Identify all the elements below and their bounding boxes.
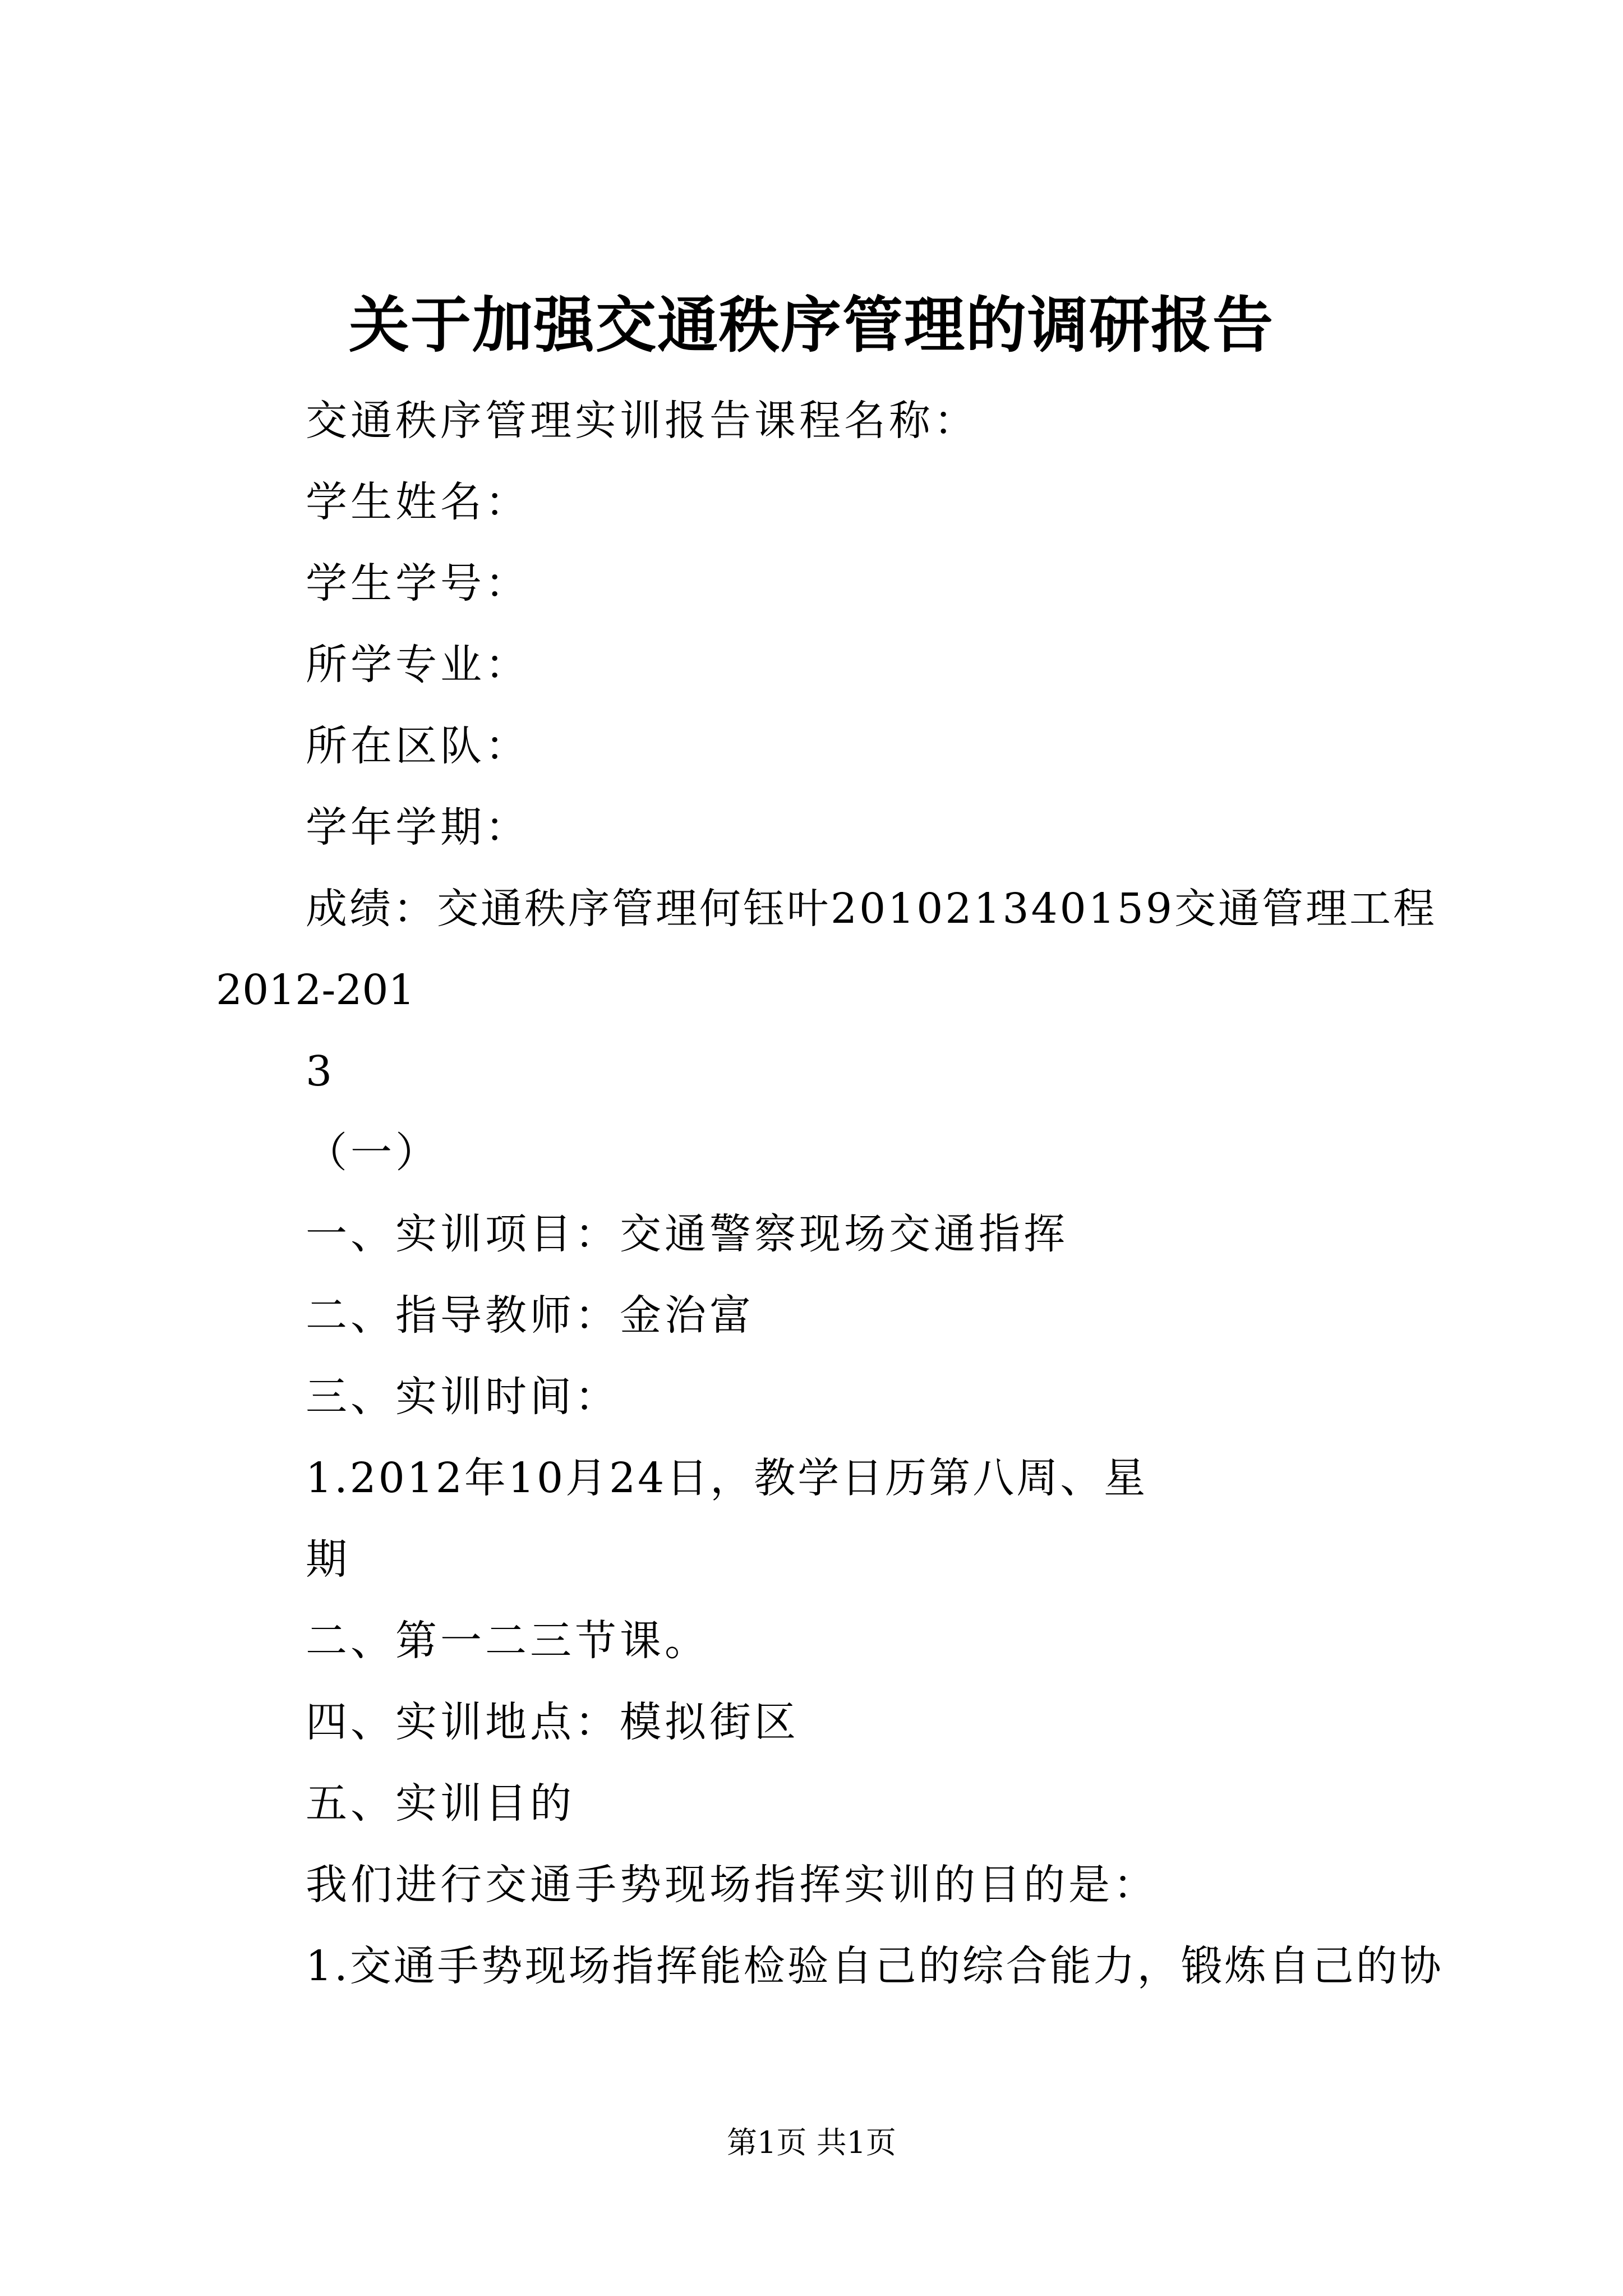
course-name-line: 交通秩序管理实训报告课程名称： bbox=[306, 397, 979, 445]
training-purpose-heading: 五、实训目的 bbox=[306, 1779, 575, 1828]
training-time-line: 三、实训时间： bbox=[306, 1373, 620, 1421]
major-line: 所学专业： bbox=[306, 641, 530, 689]
purpose-item-one-line: 1.交通手势现场指挥能检验自己的综合能力，锻炼自己的协 bbox=[306, 1942, 1444, 1990]
training-date-continued-line: 期 bbox=[306, 1535, 351, 1584]
year-range-line: 2012-201 bbox=[216, 966, 415, 1014]
purpose-intro-line: 我们进行交通手势现场指挥实训的目的是： bbox=[306, 1861, 1158, 1909]
student-id-line: 学生学号： bbox=[306, 559, 530, 608]
training-location-line: 四、实训地点：模拟街区 bbox=[306, 1698, 799, 1746]
instructor-line: 二、指导教师：金治富 bbox=[306, 1291, 754, 1340]
training-project-line: 一、实训项目：交通警察现场交通指挥 bbox=[306, 1210, 1068, 1258]
student-name-line: 学生姓名： bbox=[306, 478, 530, 526]
squad-line: 所在区队： bbox=[306, 722, 530, 770]
training-date-line: 1.2012年10月24日，教学日历第八周、星 bbox=[306, 1454, 1148, 1502]
year-range-continued-line: 3 bbox=[306, 1047, 336, 1096]
document-title: 关于加强交通秩序管理的调研报告 bbox=[348, 290, 1274, 361]
class-period-line: 二、第一二三节课。 bbox=[306, 1617, 709, 1665]
page-footer: 第1页 共1页 bbox=[727, 2125, 896, 2160]
section-one-heading: （一） bbox=[306, 1129, 440, 1177]
semester-line: 学年学期： bbox=[306, 803, 530, 852]
grade-line: 成绩：交通秩序管理何钰叶201021340159交通管理工程 bbox=[306, 885, 1437, 933]
